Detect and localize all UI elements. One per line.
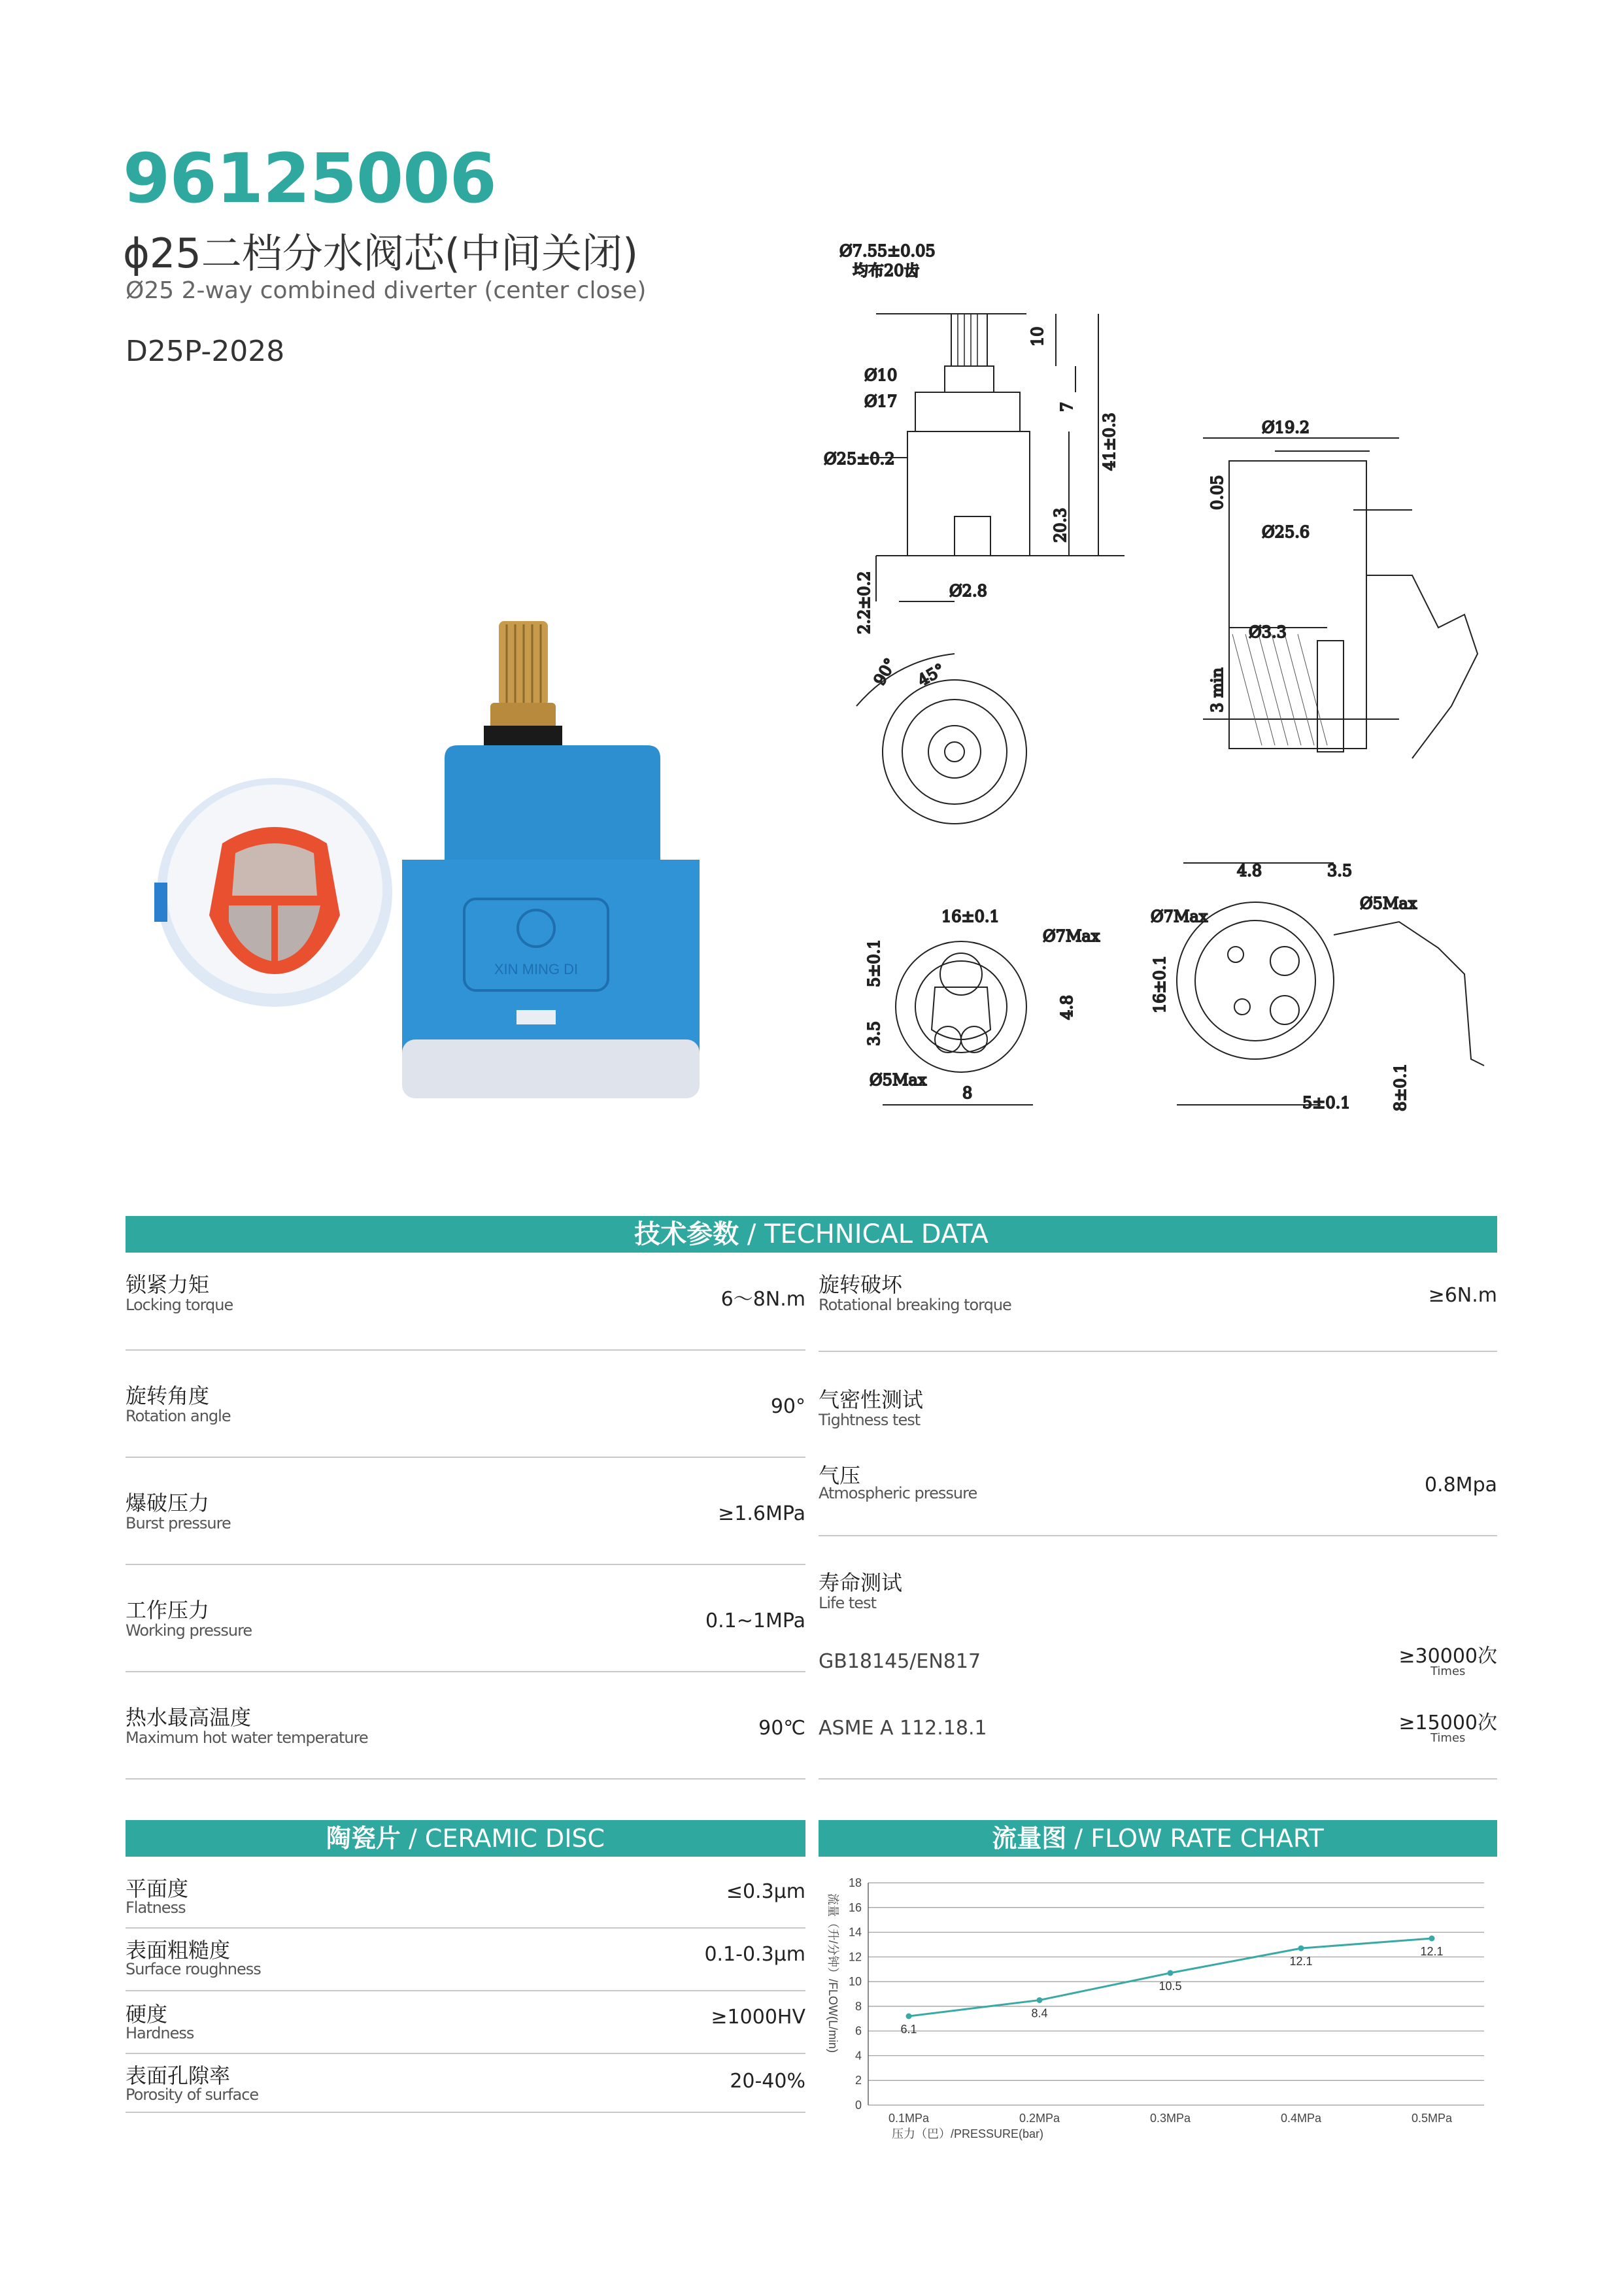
chart-y-axis-label: 流量（升/分钟）/FLOW(L/min) [826,1893,839,2053]
dim-d10: Ø10 [864,366,898,384]
spec-label-en: Atmospheric pressure [819,1484,977,1502]
chart-x-ticks [888,2112,1453,2125]
spec-label-cn: 表面粗糙度 [126,1938,231,1963]
spec-label-cn: 爆破压力 [126,1491,210,1515]
spec-label-cn: 工作压力 [126,1598,210,1623]
y-tick-label: 14 [848,1925,862,1939]
data-label: 12.1 [1289,1955,1313,1968]
cycles-count: ≥30000次 [1398,1645,1497,1668]
x-tick-label: 0.2MPa [1019,2112,1060,2125]
slash-separator: / [747,1219,765,1249]
slash-separator: / [409,1824,425,1853]
cycles-count: ≥15000次 [1398,1712,1497,1734]
spec-label-en: Porosity of surface [126,2085,259,2104]
cycles-value [1398,1706,1497,1745]
flow-chart-header [819,1820,1497,1857]
dim-h35: 3.5 [865,1021,883,1046]
technical-data-title-cn: 技术参数 [634,1219,739,1249]
dim-h7: 7 [1058,401,1076,412]
spec-row-working-pressure [126,1564,805,1672]
dim-d256: Ø25.6 [1262,523,1310,541]
spec-row-max-hot-water-temp [126,1671,805,1780]
spec-label-cn: 平面度 [126,1876,189,1901]
spec-value: 0.8Mpa [1424,1474,1497,1496]
dim-d5max: Ø5Max [870,1071,927,1089]
spec-row-rotational-breaking [819,1255,1497,1352]
spec-row-asme [819,1700,1497,1780]
flow-title-cn: 流量图 [992,1824,1067,1853]
spec-label-en: Tightness test [819,1411,921,1429]
data-point [1298,1946,1304,1951]
x-tick-label: 0.5MPa [1411,2112,1453,2125]
technical-data-header [126,1216,1497,1253]
dim-d28: Ø2.8 [949,582,987,600]
section-view [1203,438,1478,758]
spec-group-life-test [819,1551,1497,1610]
y-tick-label: 18 [848,1876,862,1889]
chart-grid [868,1883,1484,2105]
data-label: 10.5 [1159,1979,1182,1993]
dim-spline: Ø7.55±0.05 [839,242,936,260]
spec-value: ≥1.6MPa [718,1502,805,1525]
side-view [870,314,1125,601]
spec-value: 90° [770,1395,805,1418]
y-tick-label: 0 [854,2099,862,2112]
dim-w8: 8 [962,1084,973,1102]
product-code: D25P-2028 [126,335,285,368]
spec-label-en: Rotation angle [126,1407,231,1425]
product-title-cn: ϕ25二档分水阀芯(中间关闭) [123,229,639,277]
cycles-unit: Times [1430,1664,1466,1678]
spec-label-en: Life test [819,1594,876,1612]
dim-r16: 16±0.1 [1151,955,1169,1013]
spec-value: 0.1~1MPa [705,1610,805,1632]
dim-h005: 0.05 [1208,475,1226,510]
spec-label-en: Locking torque [126,1296,233,1314]
product-title-en: Ø25 2-way combined diverter (center close) [126,277,647,304]
port-view [1177,863,1484,1105]
dim-h48: 4.8 [1058,994,1076,1020]
dim-h2: 2.2±0.2 [855,571,873,634]
flow-title-en: FLOW RATE CHART [1091,1824,1324,1853]
spec-value: ≥1000HV [711,2006,805,2029]
dim-t35: 3.5 [1327,862,1353,880]
brand-mark: XIN MING DI [494,961,579,977]
spec-value: ≤0.3μm [726,1880,805,1903]
spec-row-atmospheric-pressure [819,1437,1497,1536]
dim-d25: Ø25±0.2 [824,450,895,468]
data-label: 8.4 [1031,2006,1048,2020]
spec-label-cn: 气密性测试 [819,1387,924,1412]
data-point [1037,1997,1043,2003]
spec-row-burst-pressure [126,1457,805,1565]
spec-label-en: Burst pressure [126,1514,231,1532]
data-point [906,2014,912,2019]
dim-h10: 10 [1028,326,1047,346]
y-tick-label: 2 [854,2074,862,2087]
spec-label-en: Surface roughness [126,1960,261,1978]
dim-t48: 4.8 [1237,862,1262,880]
dim-d7max: Ø7Max [1043,927,1100,945]
chart-y-ticks [849,1876,862,2112]
dim-teeth: 均布20齿 [853,262,920,280]
dim-h3min: 3 min [1208,667,1226,713]
spec-value: ≥6N.m [1428,1284,1497,1307]
dim-a90: 90° [870,655,900,688]
chart-x-axis-label: 压力（巴）/PRESSURE(bar) [892,2127,1044,2140]
spec-value: 20-40% [730,2070,805,2093]
ceramic-row-roughness [126,1927,805,1991]
y-tick-label: 12 [848,1950,862,1964]
dim-r7max: Ø7Max [1151,907,1208,926]
y-tick-label: 6 [854,2024,862,2038]
technical-data-title-en: TECHNICAL DATA [764,1219,989,1249]
ceramic-row-flatness [126,1867,805,1929]
spec-label-en: Flatness [126,1899,186,1917]
ceramic-title-cn: 陶瓷片 [326,1824,401,1853]
ceramic-disc-view [154,778,392,1007]
spec-label-cn: 寿命测试 [819,1570,903,1595]
spec-label-en: Working pressure [126,1621,252,1640]
spec-label-cn: 旋转破坏 [819,1272,903,1297]
data-point [1168,1970,1174,1976]
x-tick-label: 0.4MPa [1280,2112,1322,2125]
standard-label: GB18145/EN817 [819,1650,981,1673]
ceramic-row-hardness [126,1990,805,2054]
ceramic-disc-header [126,1820,805,1857]
x-tick-label: 0.1MPa [888,2112,930,2125]
product-photo [144,608,732,1118]
spec-value: 90℃ [758,1717,805,1740]
cartridge-view [402,621,700,1098]
spec-row-locking-torque [126,1255,805,1351]
dim-d192: Ø19.2 [1262,418,1310,437]
spec-label-cn: 硬度 [126,2002,168,2027]
data-point [1429,1936,1435,1942]
spec-label-en: Maximum hot water temperature [126,1729,368,1747]
dim-a45: 45° [915,660,948,690]
ceramic-row-porosity [126,2053,805,2113]
dim-r5max: Ø5Max [1360,894,1417,913]
x-tick-label: 0.3MPa [1149,2112,1191,2125]
cycles-value [1398,1640,1497,1678]
slash-separator: / [1074,1824,1091,1853]
y-tick-label: 4 [854,2049,862,2063]
spec-label-en: Hardness [126,2024,194,2042]
technical-drawing [811,235,1497,1138]
flow-series-line [909,1938,1432,2016]
model-number: 96125006 [123,139,496,218]
dim-h5: 5±0.1 [865,939,883,987]
dim-w16: 16±0.1 [941,907,1000,926]
data-label: 6.1 [900,2023,917,2036]
spec-label-cn: 表面孔隙率 [126,2063,231,2088]
spec-value: 0.1-0.3μm [704,1943,805,1966]
chart-data-labels [900,1945,1443,2036]
spec-value: 6～8N.m [720,1288,805,1311]
flow-rate-chart [817,1867,1497,2142]
dim-r5: 5±0.1 [1302,1094,1351,1112]
spec-label-cn: 旋转角度 [126,1383,210,1408]
spec-row-gb18145 [819,1634,1497,1687]
spec-label-cn: 气压 [819,1463,861,1488]
spec-label-cn: 锁紧力矩 [126,1272,210,1297]
spec-row-rotation-angle [126,1349,805,1458]
dim-h41: 41±0.3 [1100,413,1119,471]
y-tick-label: 10 [848,1975,862,1989]
dim-d33: Ø3.3 [1249,623,1287,641]
dim-r8: 8±0.1 [1391,1063,1410,1111]
standard-label: ASME A 112.18.1 [819,1717,987,1740]
spec-label-cn: 热水最高温度 [126,1705,252,1730]
spec-group-tightness [819,1373,1497,1432]
y-tick-label: 8 [854,1999,862,2013]
data-label: 12.1 [1420,1945,1444,1958]
ceramic-title-en: CERAMIC DISC [424,1824,605,1853]
dim-h20: 20.3 [1051,507,1070,543]
spec-label-en: Rotational breaking torque [819,1296,1011,1314]
y-tick-label: 16 [848,1900,862,1914]
cycles-unit: Times [1430,1731,1466,1745]
dim-d17: Ø17 [864,392,898,411]
